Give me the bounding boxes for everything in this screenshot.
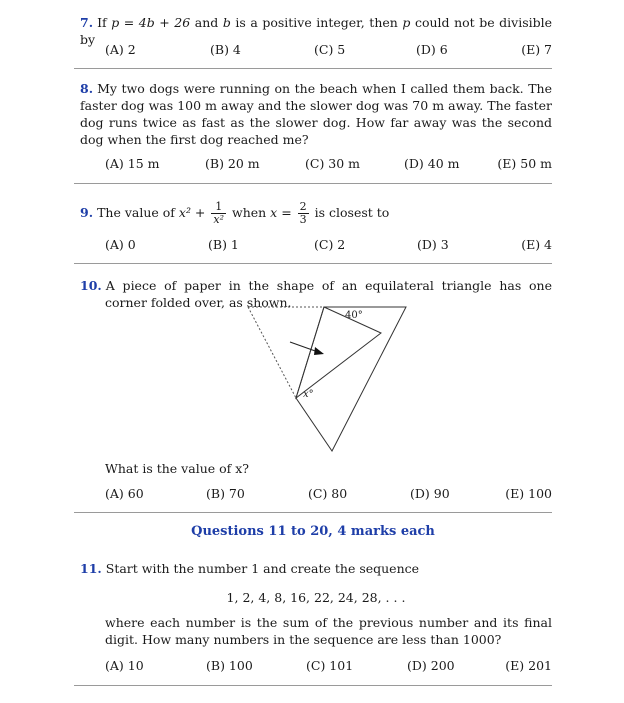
option-e[interactable]: (E) 201 bbox=[505, 658, 552, 673]
divider bbox=[74, 68, 552, 69]
option-a[interactable]: (A) 2 bbox=[105, 42, 136, 57]
question-11-text: Start with the number 1 and create the sequence bbox=[105, 561, 420, 576]
folded-triangle-diagram bbox=[240, 302, 415, 454]
option-c[interactable]: (C) 30 m bbox=[305, 156, 361, 171]
divider bbox=[74, 512, 552, 513]
fraction: $\frac{2}{3}$ bbox=[299, 200, 307, 226]
question-11-options bbox=[105, 658, 552, 676]
option-d[interactable]: (D) 200 bbox=[407, 658, 455, 673]
fold-arrow bbox=[290, 342, 318, 352]
option-d[interactable]: (D) 6 bbox=[416, 42, 448, 57]
question-11 bbox=[80, 560, 552, 577]
option-b[interactable]: (B) 100 bbox=[206, 658, 253, 673]
question-8 bbox=[80, 80, 552, 148]
question-number: 7. bbox=[80, 15, 94, 30]
section-heading: Questions 11 to 20, 4 marks each bbox=[191, 524, 435, 539]
triangle-outline bbox=[296, 307, 406, 451]
option-d[interactable]: (D) 40 m bbox=[404, 156, 460, 171]
sequence: 1, 2, 4, 8, 16, 22, 24, 28, . . . bbox=[226, 590, 406, 605]
option-b[interactable]: (B) 20 m bbox=[205, 156, 260, 171]
question-number: 10. bbox=[80, 278, 102, 293]
question-number: 8. bbox=[80, 81, 94, 96]
angle-label-x: x° bbox=[303, 389, 314, 400]
question-8-text: My two dogs were running on the beach when I called them back. The faster dog was 100 m away and the slower dog was 70 m away. The faster dog runs twice as fast as the slower dog. How far away was the second dog when the first dog reached me? bbox=[80, 81, 552, 147]
question-11-text-2: where each number is the sum of the previous number and its final digit. How many numbers in the sequence are less than 1000? bbox=[105, 615, 552, 647]
option-e[interactable]: (E) 7 bbox=[521, 42, 552, 57]
option-a[interactable]: (A) 15 m bbox=[105, 156, 160, 171]
question-10-text: A piece of paper in the shape of an equilateral triangle has one corner folded over, as shown. bbox=[105, 278, 552, 310]
option-e[interactable]: (E) 4 bbox=[521, 237, 552, 252]
option-a[interactable]: (A) 0 bbox=[105, 237, 136, 252]
option-a[interactable]: (A) 10 bbox=[105, 658, 144, 673]
option-c[interactable]: (C) 80 bbox=[308, 486, 348, 501]
fraction: $\frac{1}{\text{x²}}$ bbox=[213, 200, 225, 226]
question-number: 9. bbox=[80, 205, 94, 220]
question-7-options bbox=[105, 42, 552, 60]
fold-arrow-head bbox=[314, 347, 324, 355]
question-9-options bbox=[105, 237, 552, 255]
question-10-options bbox=[105, 486, 552, 504]
question-7-text: 7. If p = 4b + 26 and b is a positive integer, then p could not be divisible by bbox=[80, 15, 553, 47]
divider bbox=[74, 685, 552, 686]
question-10-prompt: What is the value of x? bbox=[105, 461, 249, 476]
option-a[interactable]: (A) 60 bbox=[105, 486, 144, 501]
option-d[interactable]: (D) 3 bbox=[417, 237, 449, 252]
option-c[interactable]: (C) 101 bbox=[306, 658, 354, 673]
option-b[interactable]: (B) 70 bbox=[206, 486, 245, 501]
fold-original-edge bbox=[248, 307, 296, 398]
option-d[interactable]: (D) 90 bbox=[410, 486, 450, 501]
divider bbox=[74, 183, 552, 184]
option-b[interactable]: (B) 1 bbox=[208, 237, 239, 252]
option-e[interactable]: (E) 100 bbox=[505, 486, 552, 501]
question-9: 9. The value of x² + $\frac{1}{\text{x²}}$ when x = $\frac{2}{3}$ is closest to bbox=[80, 200, 390, 226]
option-b[interactable]: (B) 4 bbox=[210, 42, 241, 57]
option-c[interactable]: (C) 2 bbox=[314, 237, 346, 252]
question-8-options bbox=[105, 156, 552, 174]
divider bbox=[74, 263, 552, 264]
option-c[interactable]: (C) 5 bbox=[314, 42, 346, 57]
option-e[interactable]: (E) 50 m bbox=[497, 156, 552, 171]
question-number: 11. bbox=[80, 561, 102, 576]
folded-flap bbox=[296, 307, 381, 398]
angle-label-40: 40° bbox=[345, 310, 363, 321]
